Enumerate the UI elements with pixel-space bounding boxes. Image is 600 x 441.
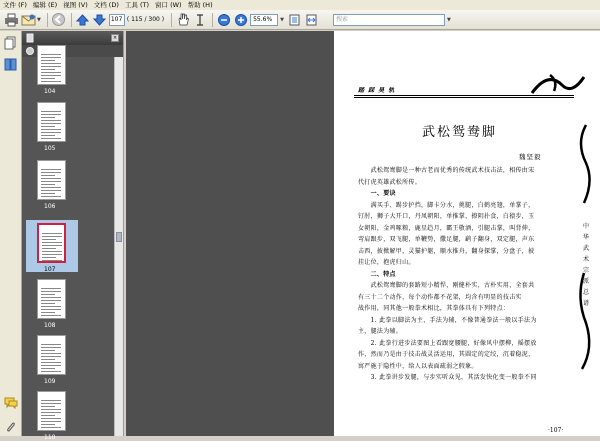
thumbnail-text-line xyxy=(41,132,61,133)
thumbnail-text-line xyxy=(41,365,61,366)
navigation-strip xyxy=(0,31,22,436)
pages-icon xyxy=(26,34,34,42)
thumbnail-text-line xyxy=(42,257,56,258)
thumbnail-text-line xyxy=(41,300,61,301)
thumbnail-text-line xyxy=(42,239,56,240)
panel-close-button[interactable]: × xyxy=(112,35,118,41)
body-line: 钉肘，狮子大开口，丹凤朝阳，单推掌，撩阴扑食，白猿步，玉 xyxy=(358,213,535,220)
thumbnail-text-line xyxy=(41,81,61,82)
fit-page-button[interactable] xyxy=(287,12,303,28)
toolbar-separator xyxy=(71,13,72,27)
fit-width-button[interactable] xyxy=(304,12,320,28)
printer-icon xyxy=(5,14,18,26)
thumbnail-text-line xyxy=(41,175,55,176)
thumbnail-text-line xyxy=(42,242,62,243)
thumbnail-text-line xyxy=(41,120,61,121)
thumbnail-text-line xyxy=(41,368,55,369)
thumbnail-text-line xyxy=(41,129,61,130)
article-body xyxy=(358,165,576,384)
thumbnail-label: 108 xyxy=(44,322,56,329)
hand-icon xyxy=(177,13,189,26)
thumbnail-page[interactable] xyxy=(37,391,66,431)
thumbnail-text-line xyxy=(41,421,61,422)
scrollbar-thumb[interactable] xyxy=(116,232,122,242)
thumbnail-text-line xyxy=(42,245,62,246)
menu-window[interactable]: 窗口 (W) xyxy=(155,1,182,9)
thumbnail-text-line xyxy=(41,117,55,118)
zoom-in-button[interactable] xyxy=(233,12,249,28)
thumbnail-text-line xyxy=(41,78,55,79)
article-author: 魏坚毅 xyxy=(519,153,542,161)
thumbnail-text-line xyxy=(41,190,61,191)
body-line: 武松鸳鸯脚的套路短小精悍，刚健朴实，古朴实用，全套共 xyxy=(358,282,535,289)
thumbnail-text-line xyxy=(42,236,62,237)
body-line: 弯肩跟步，双飞腿，单鞭势，撒足腿，鹞子翻身，双定腿，声东 xyxy=(358,236,535,243)
thumbnail-text-line xyxy=(41,312,55,313)
thumbnail-text-line xyxy=(41,315,61,316)
thumbnail-text-line xyxy=(41,415,55,416)
thumbnail-text-line xyxy=(41,344,61,345)
thumbnail-text-line xyxy=(41,400,61,401)
body-line: 击西，披掀解甲，灵猫护躯，顺水推舟，翻身探掌，分盘子，披 xyxy=(358,247,535,255)
menubar xyxy=(0,0,600,10)
thumbnail-page[interactable] xyxy=(37,160,66,200)
thumbnail-label: 107 xyxy=(44,266,56,273)
thumbnail-text-line xyxy=(41,187,61,188)
body-line: 2. 此拳行进步法要图上看跟宽腰腿，好像风中摆柳，摇摆放 xyxy=(358,339,537,347)
toolbar-separator xyxy=(171,13,172,27)
thumbnail-text-line xyxy=(41,126,55,127)
arrow-down-icon xyxy=(93,14,106,26)
back-arrow-icon xyxy=(52,13,65,26)
thumbnail-text-line xyxy=(41,350,55,351)
page-number-footer: ·107· xyxy=(548,427,564,434)
search-input[interactable]: 搜索 xyxy=(333,14,445,26)
thumbnails-panel xyxy=(22,31,123,441)
select-tool-button[interactable] xyxy=(192,12,208,28)
body-line: 战作用，同其他一般拳术相比，其拳体具有下列特点： xyxy=(358,305,510,312)
thumbnail-text-line xyxy=(41,169,61,170)
print-button[interactable] xyxy=(3,12,19,28)
thumbnail-text-line xyxy=(42,251,62,252)
thumbnail-text-line xyxy=(41,309,61,310)
thumbnail-page[interactable] xyxy=(37,279,66,319)
thumbnail-text-line xyxy=(41,184,55,185)
email-button[interactable] xyxy=(20,12,36,28)
thumbnail-text-line xyxy=(41,362,61,363)
thumbnail-text-line xyxy=(42,254,62,255)
thumbnail-text-line xyxy=(41,306,61,307)
zoom-in-icon xyxy=(235,14,247,26)
thumbnail-text-line xyxy=(41,57,61,58)
document-page xyxy=(334,31,600,436)
thumbnail-text-line xyxy=(41,138,61,139)
previous-page-button[interactable] xyxy=(75,12,91,28)
body-line: 作，然而乃是由于技击战灵活运用，其圆定的定绞，沉着稳泥， xyxy=(358,351,535,358)
zoom-input[interactable]: 55.6% xyxy=(250,14,278,26)
comments-icon[interactable] xyxy=(4,397,18,409)
thumbnail-text-line xyxy=(42,233,62,234)
thumbnail-text-line xyxy=(41,111,61,112)
hand-tool-button[interactable] xyxy=(175,12,191,28)
thumbnail-text-line xyxy=(41,371,61,372)
chevron-down-icon[interactable]: ▼ xyxy=(37,16,41,23)
panel-scrollbar[interactable] xyxy=(114,57,123,436)
toolbar xyxy=(0,10,600,30)
thumbnail-text-line xyxy=(41,54,61,55)
body-line: 挂让位，抱虎归山。 xyxy=(358,259,415,266)
thumbnail-text-line xyxy=(41,424,55,425)
envelope-icon xyxy=(22,14,35,26)
arrow-up-icon xyxy=(76,14,89,26)
menu-tools[interactable]: 工具 (T) xyxy=(124,1,149,9)
thumbnail-text-line xyxy=(41,123,61,124)
thumbnail-text-line xyxy=(41,303,55,304)
calligraphy-ornament-icon xyxy=(528,67,588,99)
thumbnail-text-line xyxy=(41,75,61,76)
text-cursor-icon xyxy=(194,14,206,26)
thumbnail-text-line xyxy=(41,181,61,182)
body-line: 主，腿法为辅。 xyxy=(358,328,403,335)
page-number-input[interactable]: 107 xyxy=(109,14,125,26)
thumbnail-text-line xyxy=(41,297,61,298)
document-viewport[interactable] xyxy=(126,31,600,436)
thumbnail-text-line xyxy=(42,248,56,249)
thumbnail-text-line xyxy=(41,353,61,354)
body-line: 寓严施于隐性中，给人以表面疏弱之假象。 xyxy=(358,362,478,370)
menu-view[interactable]: 视图 (V) xyxy=(63,1,88,9)
thumbnail-text-line xyxy=(41,356,61,357)
thumbnail-text-line xyxy=(41,69,55,70)
body-line: 武松鸳鸯脚是一种古老而优秀的传统武术技击法，相传由宋 xyxy=(358,167,535,174)
bookmarks-icon[interactable] xyxy=(4,59,17,71)
thumbnail-text-line xyxy=(41,418,61,419)
thumbnail-text-line xyxy=(41,72,61,73)
thumbnail-text-line xyxy=(41,196,61,197)
fit-width-icon xyxy=(306,14,317,26)
back-button[interactable] xyxy=(51,12,67,28)
thumbnail-label: 104 xyxy=(44,88,56,95)
body-line: 1. 此拳以脚法为主，手法为辅，不像普通拳法一般以手法为 xyxy=(358,316,537,324)
chevron-down-icon[interactable]: ▼ xyxy=(446,16,451,23)
thumbnail-page[interactable] xyxy=(37,223,66,263)
options-icon[interactable] xyxy=(26,47,35,55)
thumbnail-text-line xyxy=(41,193,55,194)
thumbnail-text-line xyxy=(41,294,55,295)
running-header: 踏 踩 昊 轨 xyxy=(358,87,396,94)
thumbnail-text-line xyxy=(41,66,61,67)
thumbnail-text-line xyxy=(41,60,55,61)
thumbnail-label: 106 xyxy=(44,203,56,210)
fit-page-icon xyxy=(289,14,300,26)
thumbnail-label: 110 xyxy=(44,434,56,441)
thumbnail-text-line xyxy=(41,347,61,348)
thumbnail-text-line xyxy=(41,409,61,410)
thumbnail-page[interactable] xyxy=(37,45,66,85)
thumbnail-text-line xyxy=(41,406,55,407)
menu-document[interactable]: 文档 (D) xyxy=(93,1,119,9)
thumbnail-text-line xyxy=(41,359,55,360)
thumbnail-text-line xyxy=(41,172,61,173)
zoom-out-icon xyxy=(218,14,230,26)
thumbnail-text-line xyxy=(41,412,61,413)
thumbnail-label: 109 xyxy=(44,378,56,385)
thumbnail-text-line xyxy=(41,288,61,289)
pages-icon[interactable] xyxy=(5,37,16,49)
thumbnail-label: 105 xyxy=(44,145,56,152)
body-line: 女朝阳，金鸡啄粮，鹿星趋月，霸王敬酒，引腿击掌，叫背伸， xyxy=(358,224,535,232)
page-count-label: ( 115 / 300 ) xyxy=(126,16,165,23)
section-heading: 一、要诀 xyxy=(358,190,396,197)
article-title: 武松鸳鸯脚 xyxy=(422,125,498,140)
thumbnail-text-line xyxy=(41,63,61,64)
menu-edit[interactable]: 编辑 (E) xyxy=(32,1,58,9)
thumbnail-text-line xyxy=(41,114,61,115)
zoom-out-button[interactable] xyxy=(216,12,232,28)
side-caption: 中华武术宗派总谱 xyxy=(582,223,589,307)
toolbar-separator xyxy=(47,13,48,27)
section-heading: 二、特点 xyxy=(358,270,396,278)
thumbnail-text-line xyxy=(41,178,61,179)
next-page-button[interactable] xyxy=(92,12,108,28)
thumbnail-text-line xyxy=(41,135,55,136)
thumbnail-text-line xyxy=(41,427,61,428)
menu-file[interactable]: 文件 (F) xyxy=(3,1,27,9)
body-line: 满买手、踢步护挡，脚卡分水，挑腿，白鹤亮翅，单掌子， xyxy=(358,201,535,209)
menu-help[interactable]: 帮助 (H) xyxy=(187,1,213,9)
thumbnail-page[interactable] xyxy=(37,102,66,142)
chevron-down-icon[interactable]: ▼ xyxy=(280,16,284,23)
panel-header xyxy=(22,31,123,45)
thumbnail-text-line xyxy=(41,403,61,404)
thumbnail-text-line xyxy=(42,260,62,261)
thumbnail-page[interactable] xyxy=(37,335,66,375)
body-line: 代打虎英雄武松所传。 xyxy=(358,178,422,186)
attachment-icon[interactable] xyxy=(5,421,17,433)
body-line: 有三十二个动作，每个动作都不花架，均含有明显的技击实 xyxy=(358,293,522,301)
thumbnail-text-line xyxy=(41,291,61,292)
body-line: 3. 此拳讲步发腿，与步实听众见，其活发快化变一般拳不同 xyxy=(358,374,537,381)
toolbar-separator xyxy=(212,13,213,27)
thumbnail-list xyxy=(22,57,114,441)
